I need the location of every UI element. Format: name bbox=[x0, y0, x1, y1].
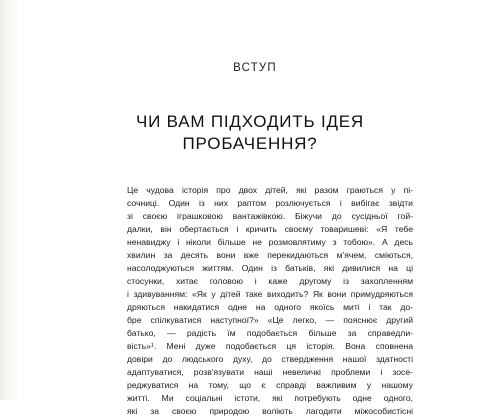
body-line: батько, — радість їм подобається більше за справедли- bbox=[127, 328, 413, 338]
chapter-title-line-2: ПРОБАЧЕННЯ? bbox=[182, 134, 318, 154]
body-line: сочниці. Один із них раптом розлючується і вибігає звідти bbox=[127, 198, 413, 208]
body-line: вість»¹. Мені дуже подобається ця історія. Вона сповнена bbox=[127, 341, 413, 351]
body-paragraph bbox=[127, 184, 413, 418]
body-line: які за своєю природою воліють лагодити міжособистісні bbox=[127, 406, 413, 416]
chapter-title-line-1: ЧИ ВАМ ПІДХОДИТЬ ІДЕЯ bbox=[136, 112, 364, 132]
body-line: реджуватися на тому, що є справді важливим у нашому bbox=[127, 380, 413, 390]
body-line: бре спілкуватися наступної?» «Це легко, — пояснює другий bbox=[127, 315, 413, 325]
body-line: і здивуванням: «Як у дітей таке виходить? Як вони примудряються bbox=[127, 289, 413, 299]
section-label: ВСТУП bbox=[233, 62, 277, 74]
body-line: адаптуватися, розв'язувати наші невеличкі проблеми і зосе- bbox=[127, 367, 413, 377]
page-edge-shadow bbox=[0, 0, 20, 400]
body-line: довіри до людського духу, до ствердження нашої здатності bbox=[127, 354, 413, 364]
body-line: дряються накидатися одне на одного якоїсь миті і так до- bbox=[127, 302, 413, 312]
body-line: житті. Ми соціальні істоти, які потребують одне одного, bbox=[127, 393, 413, 403]
body-line: стосунки, хитає головою і каже другому із захопленням bbox=[127, 276, 413, 286]
body-line: далки, він обертається і кричить своєму товаришеві: «Я тебе bbox=[127, 224, 413, 234]
body-line: зі своєю іграшковою вантажівкою. Біжучи до сусідньої гой- bbox=[127, 211, 413, 221]
body-line: ненавиджу і ніколи більше не розмовлятиму з тобою». А десь bbox=[127, 237, 413, 247]
body-line: Це чудова історія про двох дітей, які разом граються у пі- bbox=[127, 185, 413, 195]
chapter-title bbox=[0, 111, 500, 155]
body-line: насолоджуються життям. Один із батьків, які дивилися на ці bbox=[127, 263, 413, 273]
body-line: хвилин за десять вони вже перекидаються м'ячем, сміються, bbox=[127, 250, 413, 260]
